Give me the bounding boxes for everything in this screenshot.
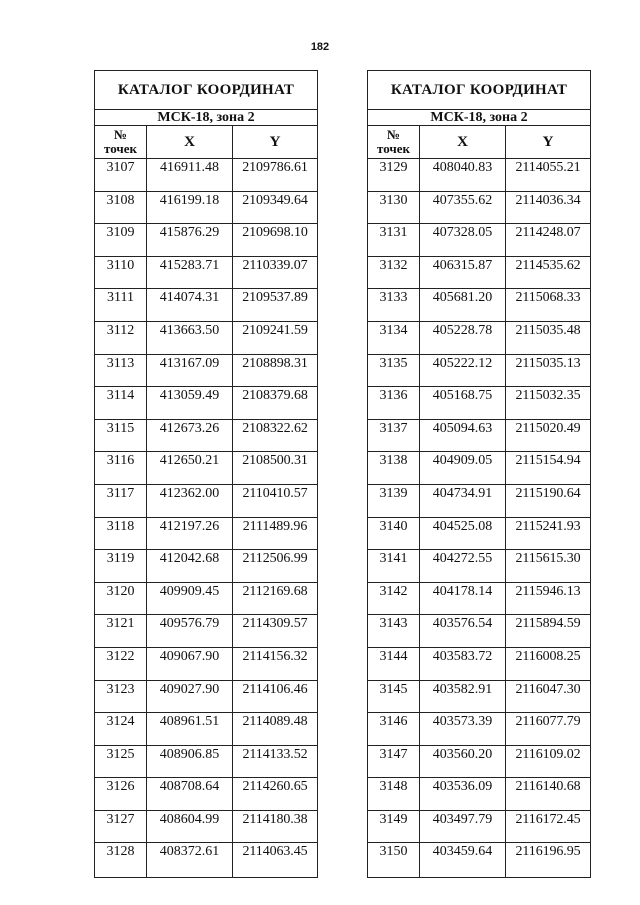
table-subtitle: МСК-18, зона 2: [95, 110, 318, 126]
y-coordinate-cell: 2116077.79: [506, 713, 591, 746]
table-row: [368, 321, 591, 354]
x-coordinate-cell: 409067.90: [147, 647, 233, 680]
table-row: [368, 550, 591, 583]
x-coordinate-cell: 404734.91: [420, 484, 506, 517]
y-coordinate-cell: 2109349.64: [233, 191, 318, 224]
x-coordinate-cell: 403497.79: [420, 810, 506, 843]
y-coordinate-cell: 2108379.68: [233, 387, 318, 420]
point-number-cell: 3138: [368, 452, 420, 485]
column-header-row: [368, 126, 591, 159]
point-number-cell: 3132: [368, 256, 420, 289]
table-row: [95, 419, 318, 452]
point-number-cell: 3129: [368, 159, 420, 192]
column-header-x: X: [147, 126, 233, 159]
table-row: [95, 159, 318, 192]
point-number-cell: 3128: [95, 843, 147, 878]
y-coordinate-cell: 2116172.45: [506, 810, 591, 843]
page-number: 182: [310, 41, 330, 53]
y-coordinate-cell: 2115068.33: [506, 289, 591, 322]
point-number-cell: 3130: [368, 191, 420, 224]
y-coordinate-cell: 2114180.38: [233, 810, 318, 843]
table-title: КАТАЛОГ КООРДИНАТ: [368, 71, 591, 110]
table-row: [95, 713, 318, 746]
y-coordinate-cell: 2108322.62: [233, 419, 318, 452]
table-row: [368, 387, 591, 420]
coordinate-catalog-table-left: [94, 70, 318, 878]
table-subtitle: МСК-18, зона 2: [368, 110, 591, 126]
table-row: [95, 354, 318, 387]
point-number-cell: 3135: [368, 354, 420, 387]
y-coordinate-cell: 2108898.31: [233, 354, 318, 387]
x-coordinate-cell: 407328.05: [420, 224, 506, 257]
table-row: [368, 419, 591, 452]
y-coordinate-cell: 2114036.34: [506, 191, 591, 224]
y-coordinate-cell: 2114133.52: [233, 745, 318, 778]
table-body: [95, 159, 318, 878]
point-number-cell: 3112: [95, 321, 147, 354]
point-number-cell: 3109: [95, 224, 147, 257]
table-subtitle-row: [95, 110, 318, 126]
table-row: [368, 615, 591, 648]
column-header-y: Y: [506, 126, 591, 159]
y-coordinate-cell: 2115035.48: [506, 321, 591, 354]
point-number-cell: 3150: [368, 843, 420, 878]
y-coordinate-cell: 2109537.89: [233, 289, 318, 322]
table-row: [368, 647, 591, 680]
point-number-cell: 3144: [368, 647, 420, 680]
y-coordinate-cell: 2114055.21: [506, 159, 591, 192]
point-number-cell: 3143: [368, 615, 420, 648]
point-number-cell: 3149: [368, 810, 420, 843]
x-coordinate-cell: 408372.61: [147, 843, 233, 878]
x-coordinate-cell: 405228.78: [420, 321, 506, 354]
point-number-cell: 3111: [95, 289, 147, 322]
y-coordinate-cell: 2116047.30: [506, 680, 591, 713]
y-coordinate-cell: 2115154.94: [506, 452, 591, 485]
point-number-cell: 3127: [95, 810, 147, 843]
y-coordinate-cell: 2109698.10: [233, 224, 318, 257]
y-coordinate-cell: 2115020.49: [506, 419, 591, 452]
table-row: [368, 354, 591, 387]
table-row: [368, 191, 591, 224]
point-number-cell: 3147: [368, 745, 420, 778]
x-coordinate-cell: 416199.18: [147, 191, 233, 224]
x-coordinate-cell: 412673.26: [147, 419, 233, 452]
y-coordinate-cell: 2111489.96: [233, 517, 318, 550]
x-coordinate-cell: 405681.20: [420, 289, 506, 322]
x-coordinate-cell: 403582.91: [420, 680, 506, 713]
x-coordinate-cell: 403583.72: [420, 647, 506, 680]
point-number-cell: 3118: [95, 517, 147, 550]
y-coordinate-cell: 2115894.59: [506, 615, 591, 648]
x-coordinate-cell: 408906.85: [147, 745, 233, 778]
table-row: [95, 582, 318, 615]
point-number-cell: 3131: [368, 224, 420, 257]
table-row: [368, 582, 591, 615]
point-number-cell: 3146: [368, 713, 420, 746]
x-coordinate-cell: 414074.31: [147, 289, 233, 322]
column-header-x: X: [420, 126, 506, 159]
x-coordinate-cell: 405222.12: [420, 354, 506, 387]
point-number-cell: 3119: [95, 550, 147, 583]
table-row: [95, 256, 318, 289]
table-row: [95, 517, 318, 550]
table-row: [95, 778, 318, 811]
y-coordinate-cell: 2116140.68: [506, 778, 591, 811]
x-coordinate-cell: 415876.29: [147, 224, 233, 257]
y-coordinate-cell: 2115190.64: [506, 484, 591, 517]
point-number-cell: 3140: [368, 517, 420, 550]
y-coordinate-cell: 2112506.99: [233, 550, 318, 583]
x-coordinate-cell: 408604.99: [147, 810, 233, 843]
point-number-cell: 3115: [95, 419, 147, 452]
x-coordinate-cell: 413663.50: [147, 321, 233, 354]
header-num-symbol: №: [113, 127, 128, 142]
y-coordinate-cell: 2115946.13: [506, 582, 591, 615]
y-coordinate-cell: 2114535.62: [506, 256, 591, 289]
y-coordinate-cell: 2115035.13: [506, 354, 591, 387]
x-coordinate-cell: 409027.90: [147, 680, 233, 713]
point-number-cell: 3126: [95, 778, 147, 811]
table-row: [368, 810, 591, 843]
point-number-cell: 3117: [95, 484, 147, 517]
header-num-word: точек: [377, 141, 410, 156]
table-row: [95, 484, 318, 517]
point-number-cell: 3110: [95, 256, 147, 289]
x-coordinate-cell: 404909.05: [420, 452, 506, 485]
y-coordinate-cell: 2109786.61: [233, 159, 318, 192]
point-number-cell: 3136: [368, 387, 420, 420]
table-row: [368, 452, 591, 485]
header-num-word: точек: [104, 141, 137, 156]
point-number-cell: 3122: [95, 647, 147, 680]
y-coordinate-cell: 2108500.31: [233, 452, 318, 485]
table-subtitle-row: [368, 110, 591, 126]
x-coordinate-cell: 405094.63: [420, 419, 506, 452]
x-coordinate-cell: 412197.26: [147, 517, 233, 550]
y-coordinate-cell: 2115615.30: [506, 550, 591, 583]
x-coordinate-cell: 403576.54: [420, 615, 506, 648]
x-coordinate-cell: 404272.55: [420, 550, 506, 583]
table-row: [95, 550, 318, 583]
x-coordinate-cell: 404525.08: [420, 517, 506, 550]
table-row: [368, 159, 591, 192]
x-coordinate-cell: 403573.39: [420, 713, 506, 746]
table-row: [95, 387, 318, 420]
point-number-cell: 3141: [368, 550, 420, 583]
x-coordinate-cell: 416911.48: [147, 159, 233, 192]
point-number-cell: 3121: [95, 615, 147, 648]
y-coordinate-cell: 2115032.35: [506, 387, 591, 420]
x-coordinate-cell: 412650.21: [147, 452, 233, 485]
y-coordinate-cell: 2114089.48: [233, 713, 318, 746]
y-coordinate-cell: 2114063.45: [233, 843, 318, 878]
y-coordinate-cell: 2114309.57: [233, 615, 318, 648]
point-number-cell: 3142: [368, 582, 420, 615]
table-body: [368, 159, 591, 878]
y-coordinate-cell: 2112169.68: [233, 582, 318, 615]
table-row: [95, 452, 318, 485]
point-number-cell: 3113: [95, 354, 147, 387]
point-number-cell: 3125: [95, 745, 147, 778]
y-coordinate-cell: 2116196.95: [506, 843, 591, 878]
column-header-y: Y: [233, 126, 318, 159]
x-coordinate-cell: 403459.64: [420, 843, 506, 878]
x-coordinate-cell: 412042.68: [147, 550, 233, 583]
y-coordinate-cell: 2114260.65: [233, 778, 318, 811]
x-coordinate-cell: 404178.14: [420, 582, 506, 615]
table-row: [368, 517, 591, 550]
header-num-symbol: №: [386, 127, 401, 142]
point-number-cell: 3148: [368, 778, 420, 811]
point-number-cell: 3137: [368, 419, 420, 452]
coordinate-catalog-table-right: [367, 70, 591, 878]
table-row: [368, 843, 591, 878]
y-coordinate-cell: 2115241.93: [506, 517, 591, 550]
x-coordinate-cell: 406315.87: [420, 256, 506, 289]
table-row: [368, 289, 591, 322]
y-coordinate-cell: 2109241.59: [233, 321, 318, 354]
table-row: [95, 745, 318, 778]
y-coordinate-cell: 2114156.32: [233, 647, 318, 680]
x-coordinate-cell: 409909.45: [147, 582, 233, 615]
point-number-cell: 3145: [368, 680, 420, 713]
x-coordinate-cell: 415283.71: [147, 256, 233, 289]
x-coordinate-cell: 407355.62: [420, 191, 506, 224]
table-row: [368, 224, 591, 257]
point-number-cell: 3114: [95, 387, 147, 420]
y-coordinate-cell: 2116008.25: [506, 647, 591, 680]
point-number-cell: 3120: [95, 582, 147, 615]
x-coordinate-cell: 413059.49: [147, 387, 233, 420]
y-coordinate-cell: 2114248.07: [506, 224, 591, 257]
x-coordinate-cell: 405168.75: [420, 387, 506, 420]
table-row: [95, 289, 318, 322]
x-coordinate-cell: 409576.79: [147, 615, 233, 648]
y-coordinate-cell: 2114106.46: [233, 680, 318, 713]
x-coordinate-cell: 408040.83: [420, 159, 506, 192]
y-coordinate-cell: 2110410.57: [233, 484, 318, 517]
x-coordinate-cell: 408961.51: [147, 713, 233, 746]
table-row: [368, 778, 591, 811]
table-row: [95, 191, 318, 224]
table-row: [368, 484, 591, 517]
x-coordinate-cell: 403560.20: [420, 745, 506, 778]
point-number-cell: 3124: [95, 713, 147, 746]
table-row: [95, 843, 318, 878]
table-row: [95, 224, 318, 257]
point-number-cell: 3107: [95, 159, 147, 192]
point-number-cell: 3116: [95, 452, 147, 485]
table-row: [368, 680, 591, 713]
point-number-cell: 3133: [368, 289, 420, 322]
table-title-row: [95, 71, 318, 110]
column-header-row: [95, 126, 318, 159]
table-row: [368, 256, 591, 289]
x-coordinate-cell: 413167.09: [147, 354, 233, 387]
x-coordinate-cell: 412362.00: [147, 484, 233, 517]
column-header-point-number: [368, 126, 420, 159]
table-row: [368, 713, 591, 746]
table-row: [368, 745, 591, 778]
table-row: [95, 615, 318, 648]
point-number-cell: 3108: [95, 191, 147, 224]
x-coordinate-cell: 403536.09: [420, 778, 506, 811]
x-coordinate-cell: 408708.64: [147, 778, 233, 811]
column-header-point-number: [95, 126, 147, 159]
table-row: [95, 647, 318, 680]
y-coordinate-cell: 2110339.07: [233, 256, 318, 289]
table-row: [95, 810, 318, 843]
table-title-row: [368, 71, 591, 110]
table-row: [95, 680, 318, 713]
point-number-cell: 3134: [368, 321, 420, 354]
point-number-cell: 3139: [368, 484, 420, 517]
table-row: [95, 321, 318, 354]
point-number-cell: 3123: [95, 680, 147, 713]
y-coordinate-cell: 2116109.02: [506, 745, 591, 778]
table-title: КАТАЛОГ КООРДИНАТ: [95, 71, 318, 110]
